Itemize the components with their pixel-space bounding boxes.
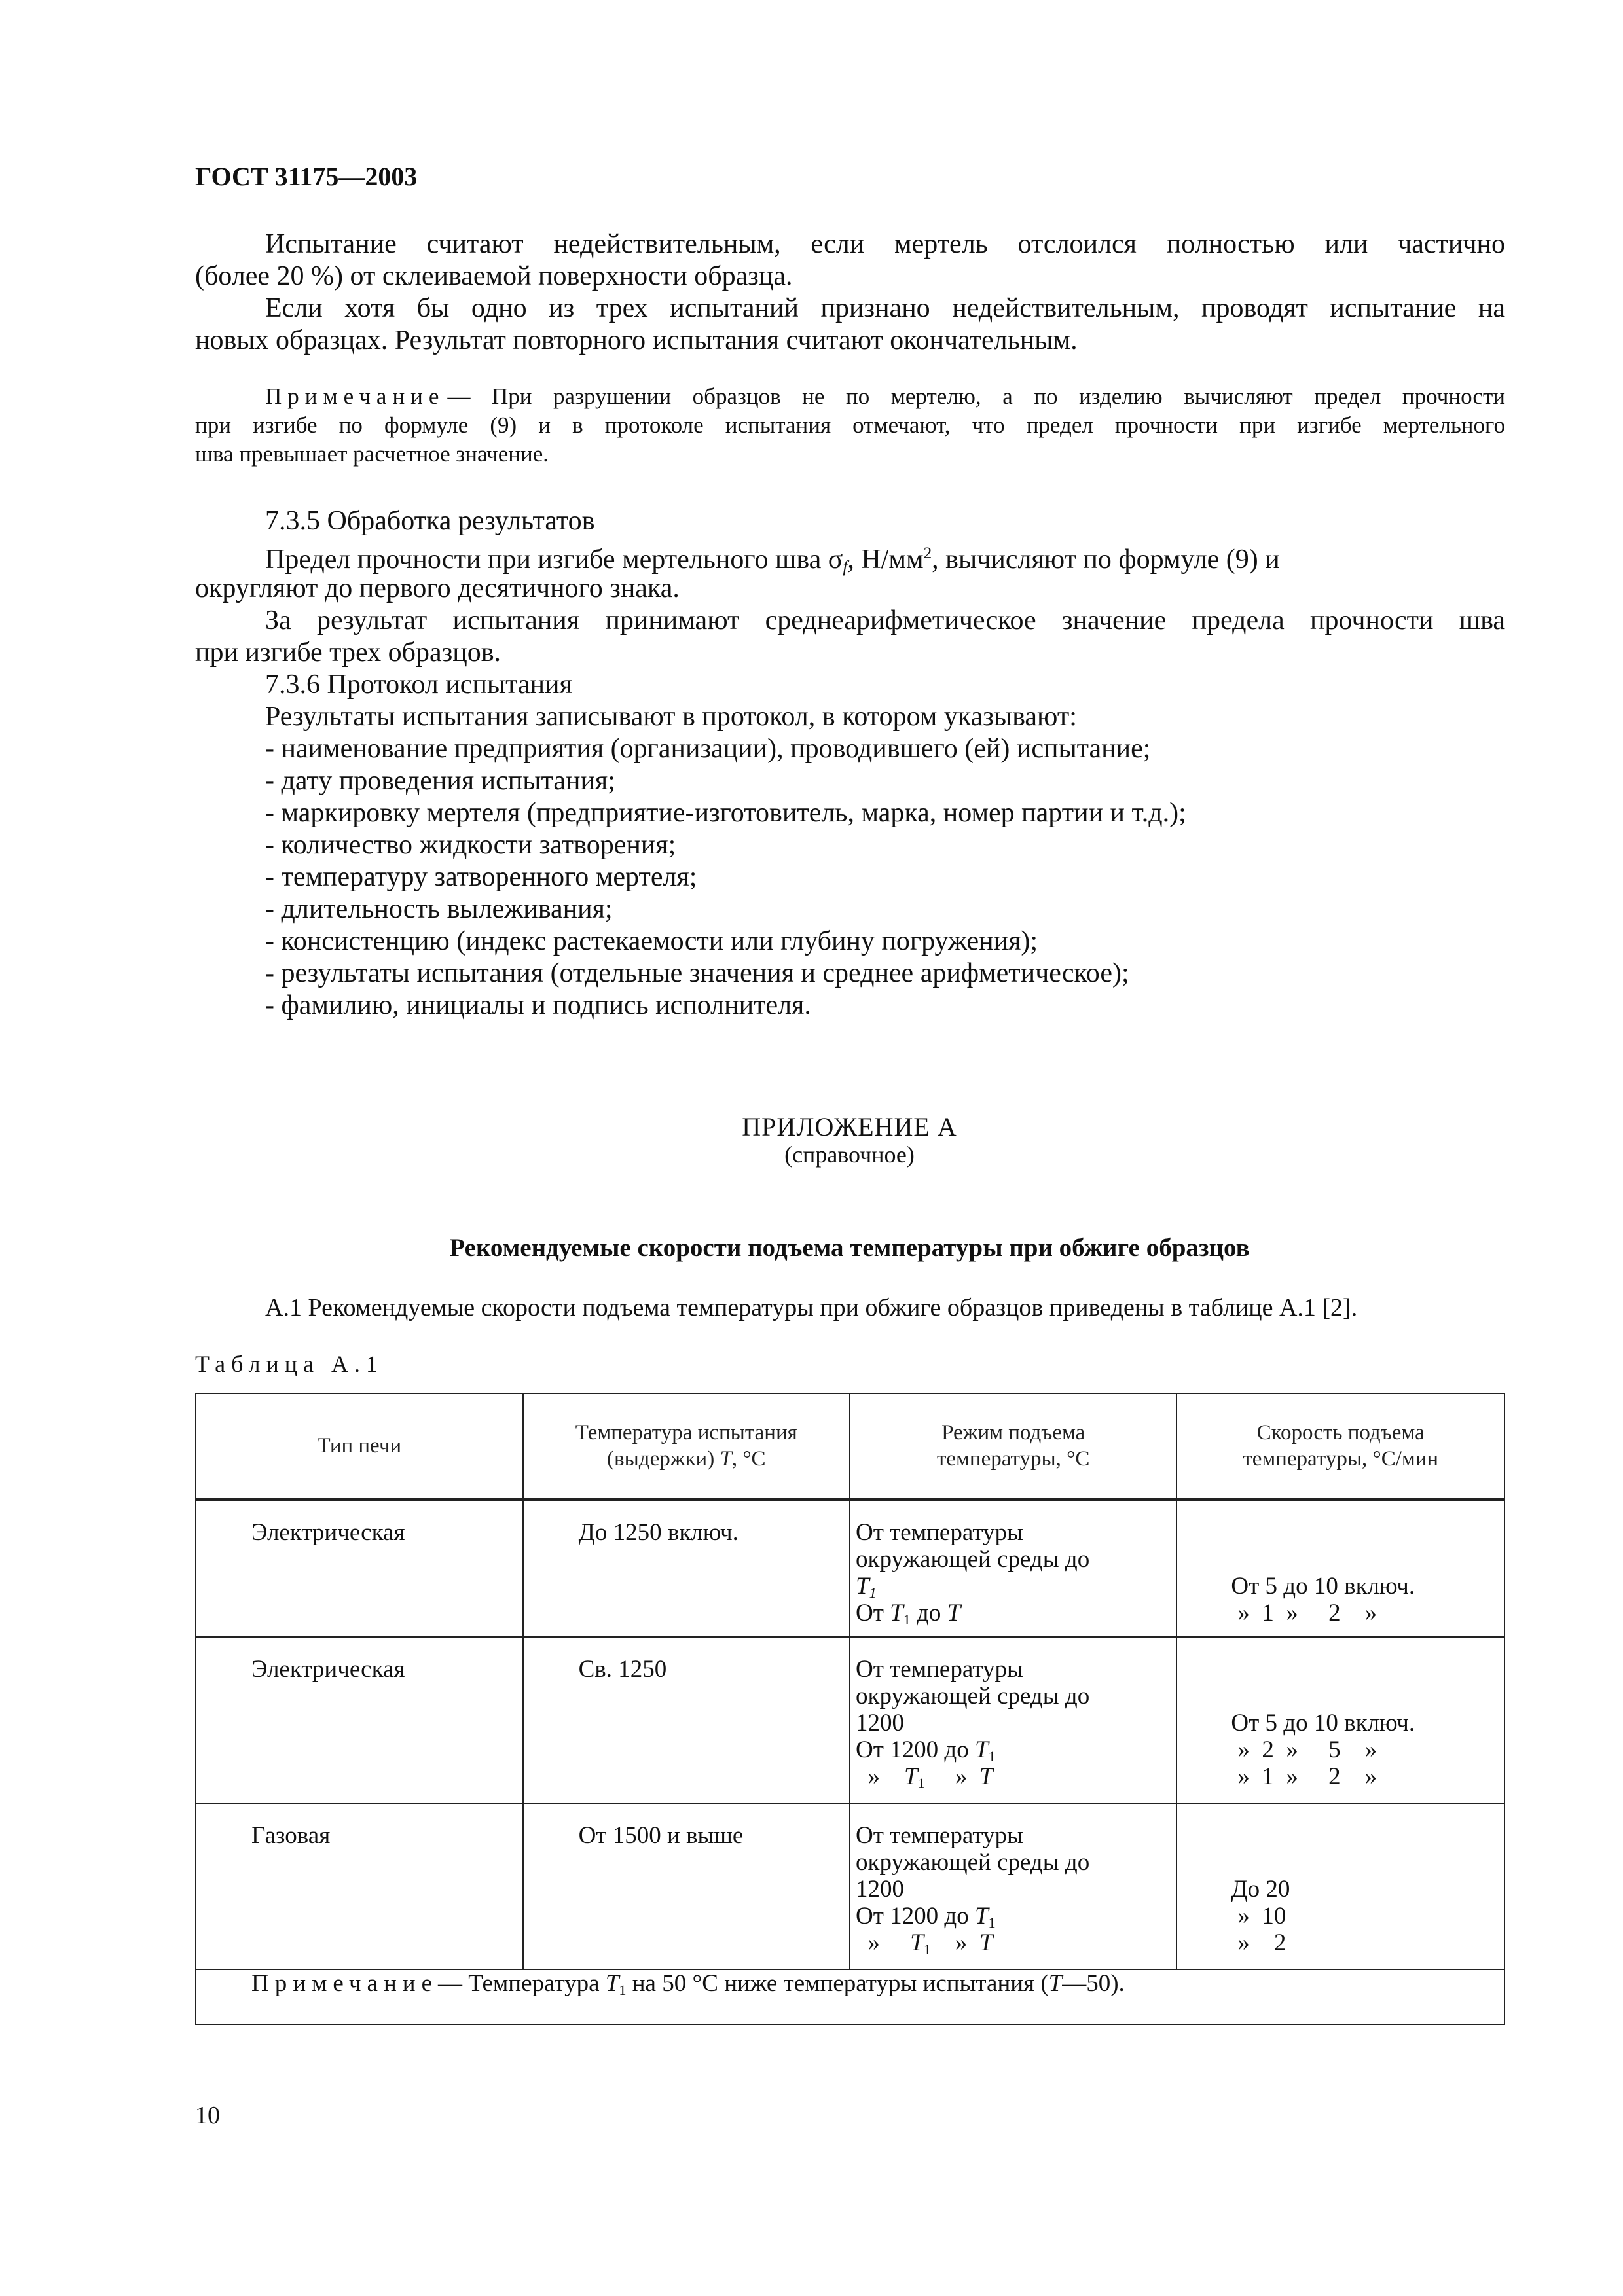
appendix-subtitle: (справочное)	[784, 1141, 915, 1168]
list-item: - консистенцию (индекс растекаемости или глубину погружения);	[265, 926, 1038, 956]
header-cell: Температура испытания (выдержки) T, °С	[523, 1393, 850, 1499]
header-cell: Тип печи	[196, 1393, 523, 1499]
table-cell: От температуры окружающей среды до 1200 От 1200 до $T_1$ » $T_1$ » T	[850, 1803, 1176, 1969]
paragraph-line	[265, 537, 1505, 576]
paragraph-line: округляют до первого десятичного знака.	[195, 573, 680, 603]
appendix-paragraph: А.1 Рекомендуемые скорости подъема температуры при обжиге образцов приведены в таблице А.1 [2].	[265, 1294, 1358, 1321]
page-number: 10	[195, 2102, 220, 2129]
note-line	[265, 382, 1505, 411]
paragraph-line: За результат испытания принимают среднеарифметическое значение предела прочности шва	[265, 605, 1505, 636]
header-cell: Режим подъема температуры, °С	[850, 1393, 1176, 1499]
table-cell: От температуры окружающей среды до 1200 От 1200 до $T_1$ » $T_1$ » T	[850, 1637, 1176, 1803]
table-cell: Электрическая	[196, 1499, 523, 1637]
document-header: ГОСТ 31175—2003	[195, 162, 418, 191]
list-item: - дату проведения испытания;	[265, 766, 615, 796]
table-cell: Электрическая	[196, 1637, 523, 1803]
formula-subscript: f	[843, 558, 848, 576]
formula-text: , Н/мм	[847, 545, 924, 575]
table-cell: От 5 до 10 включ. » 1 » 2 »	[1176, 1499, 1504, 1637]
table-row	[196, 1637, 1504, 1803]
section-heading: 7.3.6 Протокол испытания	[265, 670, 572, 700]
formula-text: , вычисляют по формуле (9) и	[932, 545, 1280, 575]
appendix-heading: Рекомендуемые скорости подъема температуры при обжиге образцов	[449, 1234, 1250, 1262]
table-cell: От температуры окружающей среды до $T_1$ От $T_1$ до T	[850, 1499, 1176, 1637]
paragraph-line: Результаты испытания записывают в протокол, в котором указывают:	[265, 702, 1077, 732]
table-note: Примечание— Температура $T_1$ на 50 °С ниже температуры испытания (T—50).	[196, 1969, 1504, 2024]
list-item: - результаты испытания (отдельные значения и среднее арифметическое);	[265, 958, 1129, 988]
paragraph-line: новых образцах. Результат повторного испытания считают окончательным.	[195, 325, 1078, 355]
note-line: при изгибе по формуле (9) и в протоколе испытания отмечают, что предел прочности при изгибе мертельного	[195, 412, 1505, 438]
list-item: - длительность вылеживания;	[265, 894, 613, 924]
note-line: шва превышает расчетное значение.	[195, 441, 549, 467]
paragraph-line: Испытание считают недействительным, если мертель отслоился полностью или частично	[265, 229, 1505, 259]
table-row	[196, 1803, 1504, 1969]
table-caption: Таблица А.1	[195, 1351, 384, 1377]
formula-text: Предел прочности при изгибе мертельного шва σ	[265, 545, 843, 575]
table-cell: От 5 до 10 включ. » 2 » 5 » » 1 » 2 »	[1176, 1637, 1504, 1803]
paragraph-line: при изгибе трех образцов.	[195, 637, 501, 668]
list-item: - количество жидкости затворения;	[265, 830, 676, 860]
table-cell: От 1500 и выше	[523, 1803, 850, 1969]
paragraph-line: (более 20 %) от склеиваемой поверхности образца.	[195, 261, 793, 291]
appendix-title: ПРИЛОЖЕНИЕ А	[742, 1112, 957, 1141]
list-item: - маркировку мертеля (предприятие-изготовитель, марка, номер партии и т.д.);	[265, 798, 1186, 828]
table-cell: До 20 » 10 » 2	[1176, 1803, 1504, 1969]
list-item: - фамилию, инициалы и подпись исполнителя.	[265, 990, 811, 1020]
table-row	[196, 1499, 1504, 1637]
table-cell: Св. 1250	[523, 1637, 850, 1803]
list-item: - наименование предприятия (организации), проводившего (ей) испытание;	[265, 734, 1151, 764]
table-cell: Газовая	[196, 1803, 523, 1969]
note-text: — При разрушении образцов не по мертелю, а по изделию вычисляют предел прочности	[447, 384, 1505, 409]
table-cell: До 1250 включ.	[523, 1499, 850, 1637]
paragraph-line: Если хотя бы одно из трех испытаний признано недействительным, проводят испытание на	[265, 293, 1505, 323]
table-header-row	[196, 1393, 1504, 1499]
formula-superscript: 2	[923, 545, 932, 562]
list-item: - температуру затворенного мертеля;	[265, 862, 697, 892]
table-note-row	[196, 1969, 1504, 2024]
note-label: Примечание	[265, 384, 445, 409]
section-heading: 7.3.5 Обработка результатов	[265, 506, 595, 536]
temperature-table	[195, 1393, 1505, 2025]
header-cell: Скорость подъема температуры, °С/мин	[1176, 1393, 1504, 1499]
